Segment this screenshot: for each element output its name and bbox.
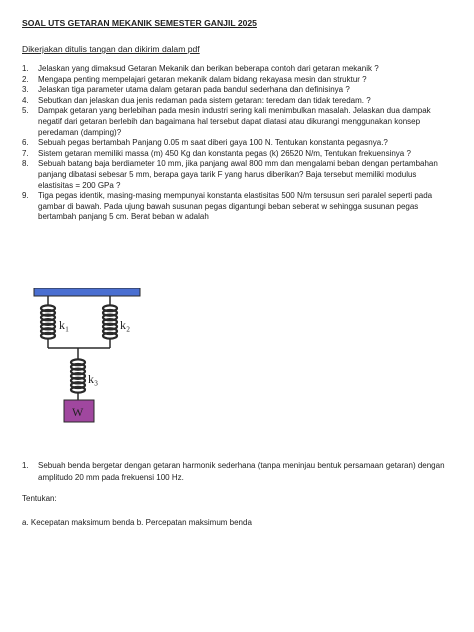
question-list — [22, 64, 452, 223]
question-number: 4. — [22, 95, 29, 105]
question-text: Jelaskan tiga parameter utama dalam getaran pada bandul sederhana dan definisinya ? — [38, 85, 350, 95]
question-number: 8. — [22, 159, 29, 169]
label-w: W — [72, 405, 84, 419]
question-number: 1. — [22, 461, 29, 470]
question-number: 9. — [22, 191, 29, 201]
question-item — [22, 85, 452, 96]
question-item — [22, 96, 452, 107]
question-text: Dampak getaran yang berlebihan pada mesin industri sering kali menimbulkan masalah. Jelaskan dua dampak negatif dari getaran berlebih dan bagaimana hal tersebut dapat diatasi atau dikurangi menggunakan konsep peredaman (damping)? — [38, 106, 431, 137]
spring-k2 — [103, 296, 117, 348]
exam-title: SOAL UTS GETARAN MEKANIK SEMESTER GANJIL 2025 — [22, 18, 257, 28]
question-number: 5. — [22, 106, 29, 116]
label-k2: k₂ — [120, 318, 131, 332]
question-item — [22, 191, 452, 223]
question-number: 2. — [22, 74, 29, 84]
question-item — [22, 64, 452, 75]
exam-instruction: Dikerjakan ditulis tangan dan dikirim dalam pdf — [22, 44, 200, 54]
spring-k1 — [41, 296, 55, 348]
question-text: Sebuah pegas bertambah Panjang 0.05 m saat diberi gaya 100 N. Tentukan konstanta pegasnya.? — [38, 138, 388, 148]
question-text: Jelaskan yang dimaksud Getaran Mekanik dan berikan beberapa contoh dari getaran mekanik ? — [38, 64, 379, 73]
label-k3: k₃ — [88, 372, 99, 386]
question-text: Sistem getaran memiliki massa (m) 450 Kg dan konstanta pegas (k) 26520 N/m, Tentukan frekuensinya ? — [38, 148, 411, 158]
question-number: 6. — [22, 138, 29, 148]
question-text: Tiga pegas identik, masing-masing mempunyai konstanta elastisitas 500 N/m tersusun seri paralel seperti pada gambar di bawah. Pada ujung bawah susunan pegas digantungi beban seberat w sehingga susunan pegas bertambah panjang 5 cm. Berat beban w adalah — [38, 191, 433, 222]
answer-items: a. Kecepatan maksimum benda b. Percepatan maksimum benda — [22, 518, 252, 527]
question-item — [22, 106, 452, 138]
question-text: Mengapa penting mempelajari getaran mekanik dalam bidang rekayasa mesin dan struktur ? — [38, 74, 367, 84]
spring-coil — [71, 387, 85, 393]
spring-k3 — [71, 348, 85, 400]
question-number: 7. — [22, 148, 29, 158]
question-item — [22, 138, 452, 149]
question-text: Sebuah benda bergetar dengan getaran harmonik sederhana (tanpa meninjau bentuk persamaan getaran) dengan amplitudo 20 mm pada frekuensi 100 Hz. — [38, 461, 445, 482]
tentukan-label: Tentukan: — [22, 494, 57, 503]
ceiling-support — [34, 288, 140, 296]
label-k1: k₁ — [59, 318, 70, 332]
question-item — [22, 159, 452, 191]
question-item — [22, 75, 452, 86]
question-item — [22, 149, 452, 160]
spring-system-diagram — [30, 288, 142, 428]
question-item — [22, 460, 452, 483]
question-text: Sebuah batang baja berdiameter 10 mm, jika panjang awal 800 mm dan mengalami beban dengan pertambahan panjang dibatasi sebesar 5 mm, berapa gaya tarik F yang harus diberikan? Baja tersebut memiliki modulus elastisitas = 200 GPa ? — [38, 159, 438, 190]
question-text: Sebutkan dan jelaskan dua jenis redaman pada sistem getaran: teredam dan tidak teredam. ? — [38, 95, 371, 105]
spring-coil — [41, 333, 55, 339]
question-number: 3. — [22, 85, 29, 95]
question-number: 1. — [22, 64, 29, 73]
spring-coil — [103, 333, 117, 339]
spring-system-figure — [30, 288, 142, 428]
